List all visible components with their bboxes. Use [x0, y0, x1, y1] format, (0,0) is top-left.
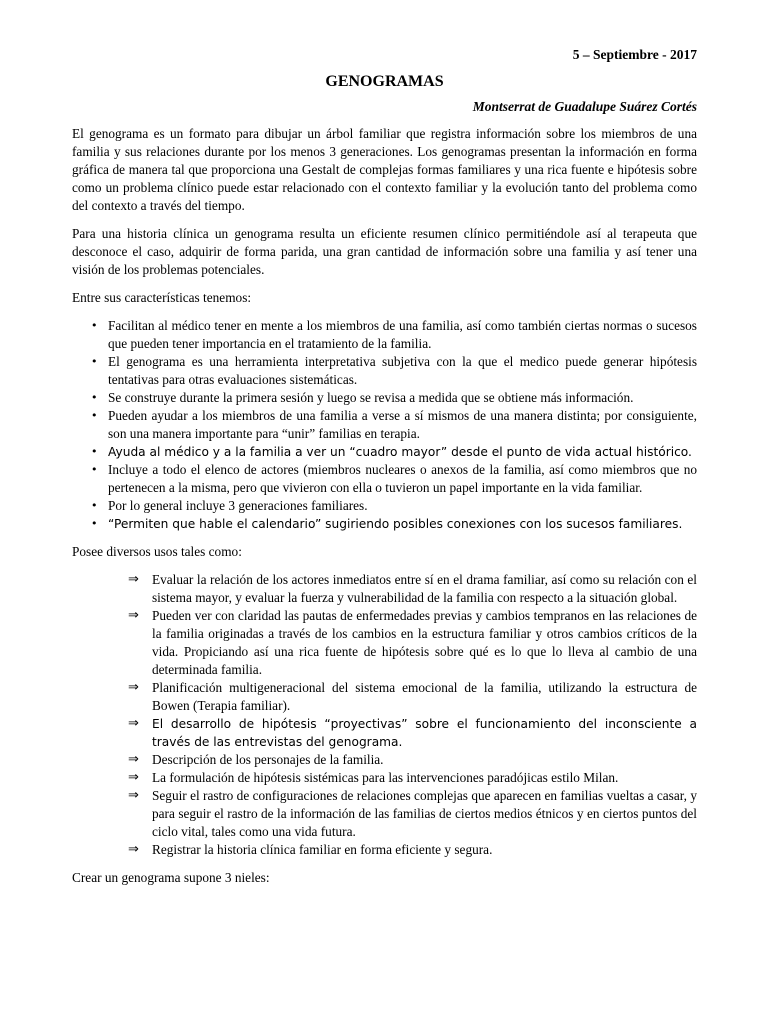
list-item-text: Se construye durante la primera sesión y luego se revisa a medida que se obtiene más información.	[108, 390, 634, 405]
list-item-text: Ayuda al médico y a la familia a ver un “cuadro mayor” desde el punto de vida actual histórico.	[108, 445, 692, 459]
list-item	[128, 769, 697, 787]
bullet-icon: •	[91, 319, 98, 332]
list-item	[91, 461, 697, 497]
document-title: GENOGRAMAS	[325, 73, 444, 90]
list-item	[91, 515, 697, 533]
list-item-text: Pueden ver con claridad las pautas de enfermedades previas y cambios tempranos en las relaciones de la familia originadas a través de los cambios en la estructura familiar y otros cambios críticos de la vida. Propiciando así una rica fuente de hipótesis sobre qué es lo que lo lleva al cambio de una determinada familia.	[152, 608, 697, 677]
list-item-text: Registrar la historia clínica familiar en forma eficiente y segura.	[152, 842, 493, 857]
list-item-text: La formulación de hipótesis sistémicas para las intervenciones paradójicas estilo Milan.	[152, 770, 619, 785]
document-date: 5 – Septiembre - 2017	[572, 47, 697, 62]
uses-heading: Posee diversos usos tales como:	[72, 544, 242, 559]
bullet-icon: •	[91, 463, 98, 476]
bullet-icon: •	[91, 409, 98, 422]
list-item-text: El genograma es una herramienta interpretativa subjetiva con la que el medico puede generar hipótesis tentativas para otras evaluaciones sistemáticas.	[108, 354, 697, 387]
list-item-text: “Permiten que hable el calendario” sugiriendo posibles conexiones con los sucesos familiares.	[108, 517, 683, 531]
bullet-icon: •	[91, 445, 98, 458]
list-item	[91, 407, 697, 443]
list-item	[91, 497, 697, 515]
list-item	[128, 787, 697, 841]
intro-paragraph-2: Para una historia clínica un genograma resulta un eficiente resumen clínico permitiéndole así al terapeuta que desconoce el caso, adquirir de forma parida, una gran cantidad de información sobre una familia y así tener una visión de los problemas potenciales.	[72, 226, 697, 277]
list-item-text: Descripción de los personajes de la familia.	[152, 752, 384, 767]
list-item	[91, 353, 697, 389]
intro-paragraph-1: El genograma es un formato para dibujar un árbol familiar que registra información sobre los miembros de una familia y sus relaciones durante por los menos 3 generaciones. Los genogramas presentan la información en forma gráfica de manera tal que proporciona una Gestalt de complejas formas familiares y una rica fuente e hipótesis sobre como un problema clínico puede estar relacionado con el contexto familiar y la evolución tanto del problema como del contexto a través del tiempo.	[72, 126, 697, 213]
bullet-icon: •	[91, 391, 98, 404]
list-item	[91, 317, 697, 353]
list-item	[128, 841, 697, 859]
arrow-right-icon: ⇒	[128, 680, 139, 695]
list-item	[128, 679, 697, 715]
features-list	[72, 317, 697, 533]
arrow-right-icon: ⇒	[128, 608, 139, 623]
uses-list	[72, 571, 697, 859]
list-item	[91, 389, 697, 407]
closing-paragraph: Crear un genograma supone 3 nieles:	[72, 870, 270, 885]
arrow-right-icon: ⇒	[128, 788, 139, 803]
bullet-icon: •	[91, 499, 98, 512]
arrow-right-icon: ⇒	[128, 716, 139, 731]
features-heading: Entre sus características tenemos:	[72, 290, 252, 305]
list-item-text: Planificación multigeneracional del sistema emocional de la familia, utilizando la estructura de Bowen (Terapia familiar).	[152, 680, 697, 713]
arrow-right-icon: ⇒	[128, 752, 139, 767]
list-item	[128, 715, 697, 751]
list-item	[128, 607, 697, 679]
list-item-text: Seguir el rastro de configuraciones de relaciones complejas que aparecen en familias vueltas a casar, y para seguir el rastro de la información de las familias de ciertos medios étnicos y en ciertos puntos del ciclo vital, tales como una vida futura.	[152, 788, 697, 839]
list-item	[128, 751, 697, 769]
list-item-text: Facilitan al médico tener en mente a los miembros de una familia, así como también ciertas normas o sucesos que pueden tener importancia en el tratamiento de la familia.	[108, 318, 697, 351]
bullet-icon: •	[91, 355, 98, 368]
list-item-text: El desarrollo de hipótesis “proyectivas” sobre el funcionamiento del inconsciente a través de las entrevistas del genograma.	[152, 717, 697, 749]
list-item-text: Evaluar la relación de los actores inmediatos entre sí en el drama familiar, así como su relación con el sistema mayor, y evaluar la fuerza y vulnerabilidad de la familia con respecto a la situación global.	[152, 572, 697, 605]
arrow-right-icon: ⇒	[128, 842, 139, 857]
arrow-right-icon: ⇒	[128, 572, 139, 587]
list-item	[91, 443, 697, 461]
list-item-text: Incluye a todo el elenco de actores (miembros nucleares o anexos de la familia, así como miembros que no pertenecen a la misma, pero que vivieron con ella o tuvieron un papel importante en la vida familiar.	[108, 462, 697, 495]
bullet-icon: •	[91, 517, 98, 530]
list-item-text: Por lo general incluye 3 generaciones familiares.	[108, 498, 368, 513]
document-author: Montserrat de Guadalupe Suárez Cortés	[472, 99, 697, 114]
list-item	[128, 571, 697, 607]
arrow-right-icon: ⇒	[128, 770, 139, 785]
list-item-text: Pueden ayudar a los miembros de una familia a verse a sí mismos de una manera distinta; por consiguiente, son una manera importante para “unir” familias en terapia.	[108, 408, 697, 441]
